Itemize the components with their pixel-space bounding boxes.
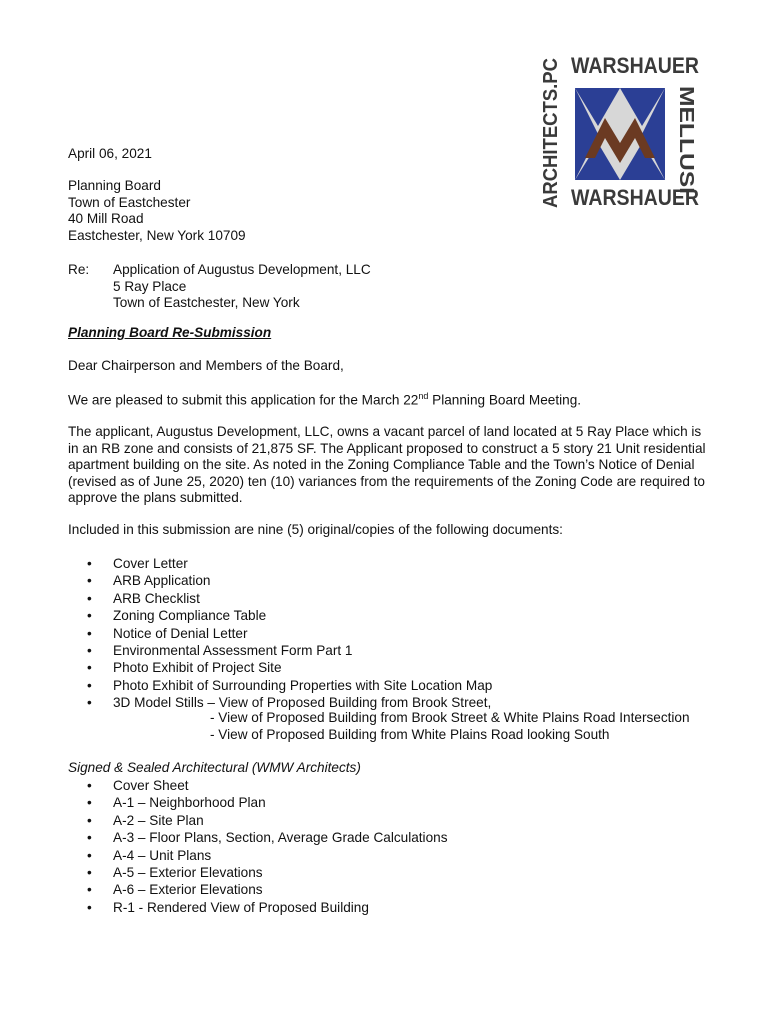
- bullet: •: [87, 899, 92, 915]
- list-item: [68, 829, 448, 846]
- recipient-line: Planning Board: [68, 178, 161, 193]
- re-line: Town of Eastchester, New York: [113, 295, 300, 310]
- list-item-text: Cover Letter: [113, 556, 188, 571]
- letter-date: April 06, 2021: [68, 146, 152, 161]
- list-item-text: Photo Exhibit of Surrounding Properties with Site Location Map: [113, 677, 493, 693]
- list-item: [68, 777, 448, 794]
- list-item: [68, 881, 448, 898]
- bullet: •: [87, 882, 92, 898]
- list-item-text: R-1 - Rendered View of Proposed Building: [113, 899, 369, 915]
- bullet: •: [87, 812, 92, 828]
- list-item: [68, 555, 492, 572]
- bullet: •: [87, 642, 92, 658]
- bullet: •: [87, 795, 92, 811]
- list-item: [68, 625, 492, 642]
- list-item-text: 3D Model Stills – View of Proposed Building from Brook Street,: [113, 695, 492, 711]
- section-heading: Planning Board Re-Submission: [68, 325, 272, 340]
- re-line: 5 Ray Place: [113, 278, 187, 294]
- logo-graphic: [530, 48, 705, 213]
- intro-text-end: Planning Board Meeting.: [428, 392, 582, 408]
- bullet: •: [87, 847, 92, 863]
- list-item: [68, 847, 448, 864]
- bullet: •: [87, 695, 92, 711]
- bullet: •: [87, 830, 92, 846]
- recipient-address: [68, 178, 246, 244]
- bullet: •: [87, 864, 92, 880]
- list-item-text: ARB Checklist: [113, 590, 200, 606]
- intro-paragraph: [68, 391, 581, 408]
- bullet: •: [87, 778, 92, 793]
- intro-text: We are pleased to submit this application for the March 22: [68, 392, 419, 408]
- list-item-text: A-1 – Neighborhood Plan: [113, 795, 266, 811]
- logo-left-text: ARCHITECTS.PC: [540, 48, 562, 208]
- list-item-text: A-3 – Floor Plans, Section, Average Grade Calculations: [113, 830, 448, 846]
- re-label: Re:: [68, 262, 90, 277]
- documents-list: [68, 555, 492, 712]
- model-sub-item: - View of Proposed Building from Brook Street & White Plains Road Intersection: [210, 710, 690, 725]
- list-item-text: ARB Application: [113, 573, 211, 589]
- logo-emblem: [575, 88, 665, 180]
- list-item: [68, 590, 492, 607]
- bullet: •: [87, 573, 92, 589]
- list-item-text: Cover Sheet: [113, 778, 189, 793]
- included-paragraph: Included in this submission are nine (5) original/copies of the following documents:: [68, 522, 563, 537]
- list-item-text: A-6 – Exterior Elevations: [113, 882, 263, 898]
- salutation: Dear Chairperson and Members of the Board,: [68, 358, 344, 373]
- bullet: •: [87, 556, 92, 571]
- list-item: [68, 899, 448, 916]
- list-item: [68, 659, 492, 676]
- list-item-text: A-5 – Exterior Elevations: [113, 864, 263, 880]
- list-item: [68, 794, 448, 811]
- list-item-text: A-4 – Unit Plans: [113, 847, 212, 863]
- list-item-text: Photo Exhibit of Project Site: [113, 660, 282, 676]
- drawings-list: [68, 777, 448, 916]
- bullet: •: [87, 590, 92, 606]
- list-item-text: Notice of Denial Letter: [113, 625, 248, 641]
- recipient-line: Eastchester, New York 10709: [68, 227, 246, 243]
- list-item-text: Environmental Assessment Form Part 1: [113, 642, 353, 658]
- logo-right-text: MELLUSI: [675, 86, 697, 174]
- bullet: •: [87, 677, 92, 693]
- logo-top-text: WARSHAUER: [571, 53, 700, 78]
- list-item-text: A-2 – Site Plan: [113, 812, 204, 828]
- logo-bottom-text: WARSHAUER: [571, 185, 700, 210]
- list-item: [68, 642, 492, 659]
- intro-superscript: nd: [418, 391, 429, 401]
- list-item: [68, 607, 492, 624]
- recipient-line: Town of Eastchester: [68, 194, 191, 210]
- signed-sealed-heading: Signed & Sealed Architectural (WMW Architects): [68, 760, 361, 775]
- firm-logo: [530, 48, 705, 213]
- model-sub-item: - View of Proposed Building from White Plains Road looking South: [210, 727, 610, 742]
- re-line: Application of Augustus Development, LLC: [113, 262, 371, 277]
- list-item: [68, 864, 448, 881]
- re-subject: [113, 262, 371, 312]
- bullet: •: [87, 608, 92, 624]
- list-item: [68, 812, 448, 829]
- bullet: •: [87, 660, 92, 676]
- list-item-text: Zoning Compliance Table: [113, 608, 267, 624]
- list-item: [68, 572, 492, 589]
- list-item: [68, 694, 492, 711]
- body-paragraph: The applicant, Augustus Development, LLC, owns a vacant parcel of land located at 5 Ray Place which is in an RB zone and consists of 21,875 SF. The Applicant proposed to construct a 5 story 21 Unit residential apartment building on the site. As noted in the Zoning Compliance Table and the Town’s Notice of Denial (revised as of June 25, 2020) ten (10) variances from the requirements of the Zoning Code are required to approve the plans submitted.: [68, 424, 706, 505]
- list-item: [68, 677, 492, 694]
- recipient-line: 40 Mill Road: [68, 211, 144, 226]
- bullet: •: [87, 625, 92, 641]
